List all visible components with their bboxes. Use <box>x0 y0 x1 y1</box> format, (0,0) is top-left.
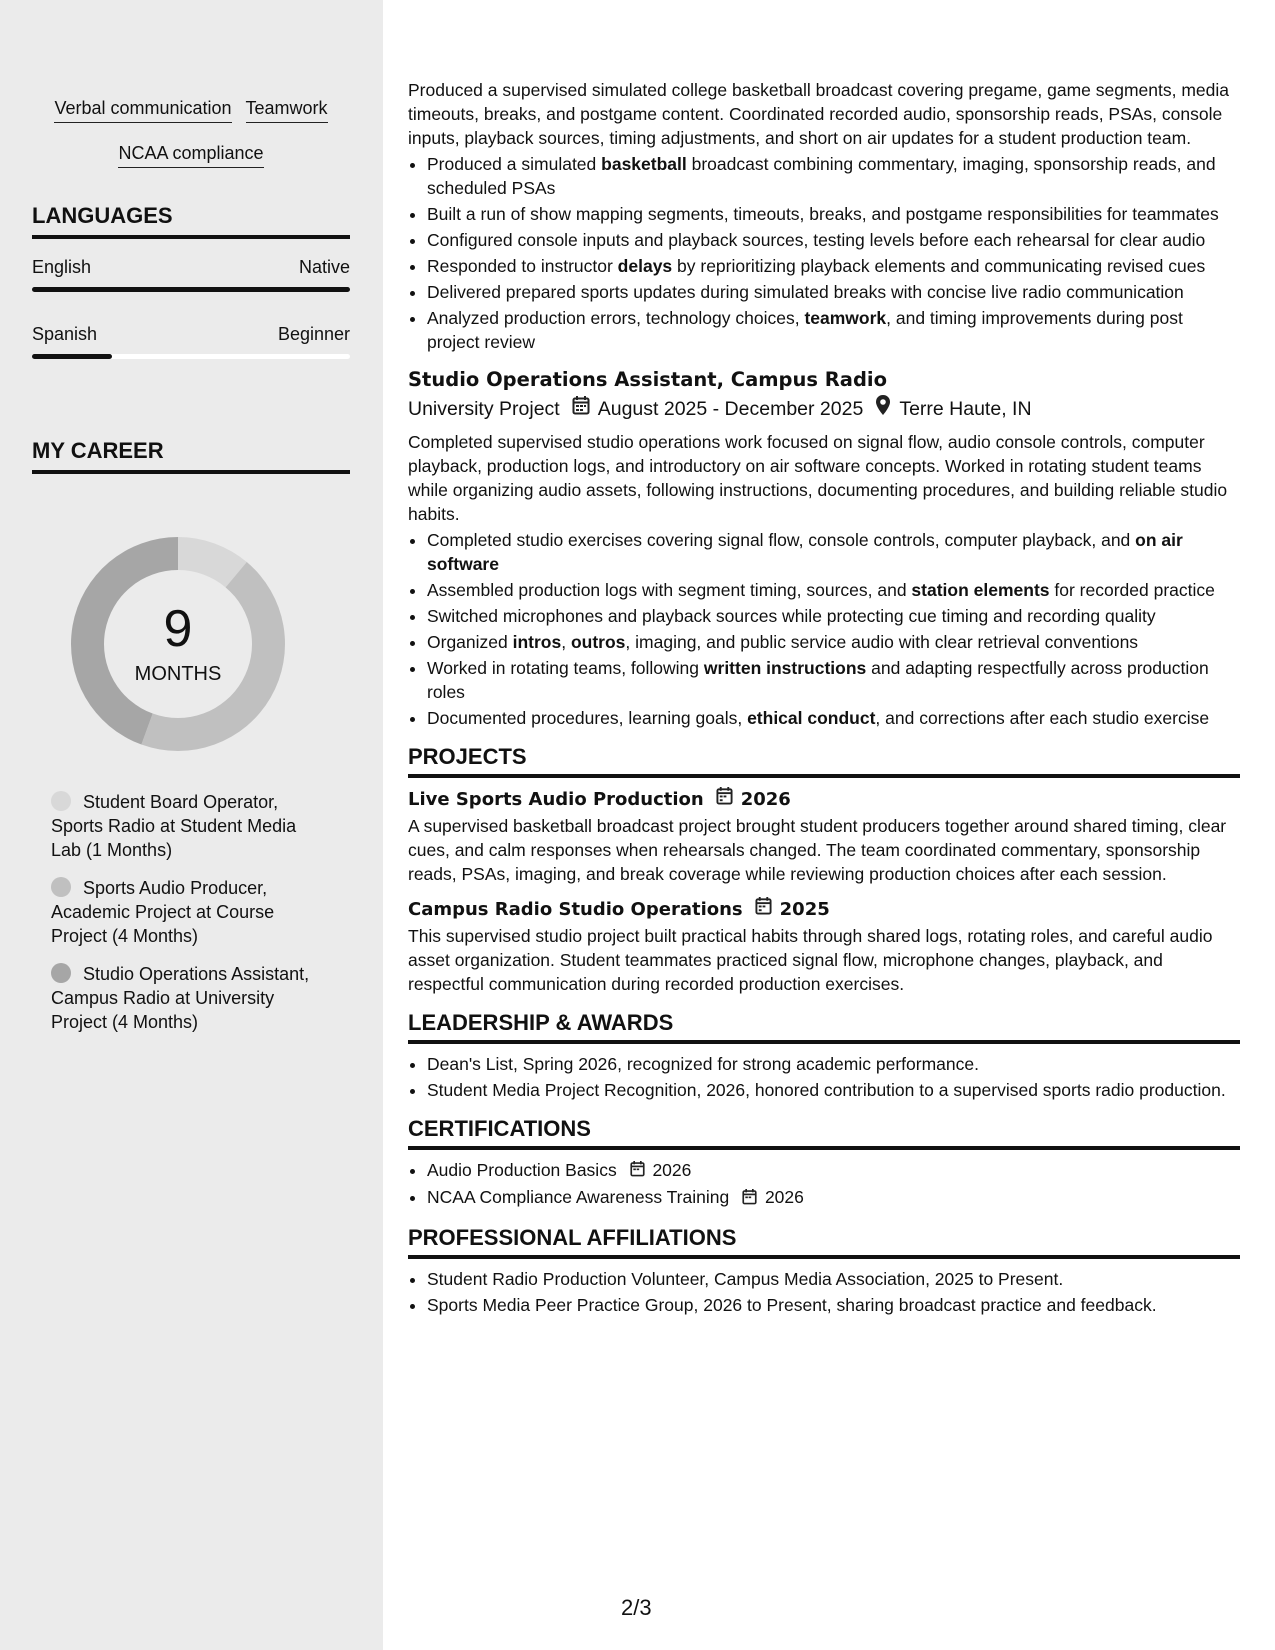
page-number: 2/3 <box>621 1595 652 1620</box>
award-item: • Dean's List, Spring 2026, recognized for strong academic performance. <box>427 1052 1240 1076</box>
job-dates: August 2025 - December 2025 <box>597 398 864 420</box>
bullet-item: • Built a run of show mapping segments, timeouts, breaks, and postgame responsibilities for teammates <box>427 202 1240 226</box>
bullet-item: • Produced a simulated basketball broadcast combining commentary, imaging, sponsorship reads, and scheduled PSAs <box>427 152 1240 200</box>
skill-tag: Verbal communication <box>54 97 231 123</box>
career-legend <box>51 790 331 1048</box>
calendar-icon <box>630 1159 645 1183</box>
bullet-item: • Delivered prepared sports updates during simulated breaks with concise live radio communication <box>427 280 1240 304</box>
certification-year: 2026 <box>764 1187 804 1208</box>
project-title: Live Sports Audio Production <box>408 789 704 810</box>
language-level: Beginner <box>277 324 350 344</box>
affiliation-item: • Sports Media Peer Practice Group, 2026 to Present, sharing broadcast practice and feedback. <box>427 1293 1240 1317</box>
legend-label: Studio Operations Assistant, Campus Radio at University Project (4 Months) <box>51 964 310 1032</box>
job-location: Terre Haute, IN <box>899 398 1032 420</box>
affiliations-list <box>408 1267 1240 1317</box>
career-legend-item <box>51 962 331 1034</box>
awards-list <box>408 1052 1240 1102</box>
language-spanish <box>32 324 350 359</box>
certification-item <box>427 1158 1240 1183</box>
certifications-heading: CERTIFICATIONS <box>408 1116 1240 1150</box>
job-description: Produced a supervised simulated college basketball broadcast covering pregame, game segments, media timeouts, breaks, and postgame content. Coordinated recorded audio, sponsorship reads, PSAs, console inputs, playback sources, timing adjustments, and short on air updates for a student production team. <box>408 80 1230 148</box>
award-item: • Student Media Project Recognition, 2026, honored contribution to a supervised sports radio production. <box>427 1078 1240 1102</box>
bullet-item: • Switched microphones and playback sources while protecting cue timing and recording quality <box>427 604 1240 628</box>
legend-label: Student Board Operator, Sports Radio at Student Media Lab (1 Months) <box>51 792 297 860</box>
bullet-item: • Assembled production logs with segment timing, sources, and station elements for recorded practice <box>427 578 1240 602</box>
calendar-icon <box>716 786 733 814</box>
language-bar <box>32 354 350 359</box>
skill-tag: Teamwork <box>246 97 328 123</box>
job2-bullets <box>408 528 1240 730</box>
career-donut-chart <box>63 529 293 759</box>
certification-name: Audio Production Basics <box>427 1160 617 1180</box>
career-legend-item <box>51 790 331 862</box>
main-content <box>408 78 1240 1319</box>
job-title: Studio Operations Assistant, Campus Radio <box>408 368 888 391</box>
language-level: Native <box>298 257 350 277</box>
projects-heading: PROJECTS <box>408 744 1240 778</box>
bullet-item: • Configured console inputs and playback sources, testing levels before each rehearsal for clear audio <box>427 228 1240 252</box>
job-meta <box>408 394 1240 424</box>
project-description: This supervised studio project built practical habits through shared logs, rotating roles, and careful audio asset organization. Student teammates practiced signal flow, microphone changes, playback, and respectful communication during recorded production exercises. <box>408 926 1213 994</box>
project-description: A supervised basketball broadcast project brought student producers together around shared timing, clear cues, and calm responses when rehearsals changed. The team coordinated commentary, sponsorship reads, PSAs, imaging, and break coverage while reviewing production choices after each session. <box>408 816 1227 884</box>
affiliation-item: • Student Radio Production Volunteer, Campus Media Association, 2025 to Present. <box>427 1267 1240 1291</box>
project-year: 2026 <box>740 789 791 810</box>
language-bar <box>32 287 350 292</box>
legend-dot <box>51 963 71 983</box>
job-org: University Project <box>408 398 560 420</box>
certification-year: 2026 <box>652 1160 692 1180</box>
skill-tag: NCAA compliance <box>118 142 263 168</box>
language-bar-fill <box>32 287 350 292</box>
job-description: Completed supervised studio operations work focused on signal flow, audio console controls, computer playback, production logs, and introductory on air software concepts. Worked in rotating student teams while organizing audio assets, following instructions, documenting procedures, and building reliable studio habits. <box>408 432 1228 524</box>
language-bar-fill <box>32 354 112 359</box>
language-name: Spanish <box>32 324 98 344</box>
sidebar <box>0 0 383 1650</box>
affiliations-heading: PROFESSIONAL AFFILIATIONS <box>408 1225 1240 1259</box>
language-english <box>32 257 350 292</box>
bullet-item: • Completed studio exercises covering signal flow, console controls, computer playback, and on air software <box>427 528 1240 576</box>
legend-dot <box>51 877 71 897</box>
project-title: Campus Radio Studio Operations <box>408 899 743 920</box>
career-unit: MONTHS <box>134 663 222 685</box>
bullet-item: • Responded to instructor delays by reprioritizing playback elements and communicating revised cues <box>427 254 1240 278</box>
bullet-item: • Analyzed production errors, technology choices, teamwork, and timing improvements during post project review <box>427 306 1240 354</box>
bullet-item: • Organized intros, outros, imaging, and public service audio with clear retrieval conventions <box>427 630 1240 654</box>
job1-bullets <box>408 152 1240 354</box>
career-legend-item <box>51 876 331 948</box>
project-year: 2025 <box>779 899 830 920</box>
career-total: 9 <box>163 600 193 658</box>
awards-heading: LEADERSHIP & AWARDS <box>408 1010 1240 1044</box>
project-item <box>408 896 1240 996</box>
map-pin-icon <box>875 394 891 424</box>
bullet-item: • Documented procedures, learning goals, ethical conduct, and corrections after each studio exercise <box>427 706 1240 730</box>
bullet-item: • Worked in rotating teams, following written instructions and adapting respectfully across production roles <box>427 656 1240 704</box>
certifications-list <box>408 1158 1240 1211</box>
certification-name: NCAA Compliance Awareness Training <box>427 1187 730 1208</box>
calendar-icon <box>755 896 772 924</box>
legend-label: Sports Audio Producer, Academic Project at Course Project (4 Months) <box>51 878 275 946</box>
skills-list <box>32 86 350 176</box>
languages-heading: LANGUAGES <box>32 203 350 239</box>
project-item <box>408 786 1240 886</box>
career-heading: MY CAREER <box>32 438 350 474</box>
language-name: English <box>32 257 92 277</box>
calendar-icon <box>572 395 590 423</box>
calendar-icon <box>742 1187 757 1211</box>
certification-item <box>427 1185 1240 1210</box>
legend-dot <box>51 791 71 811</box>
